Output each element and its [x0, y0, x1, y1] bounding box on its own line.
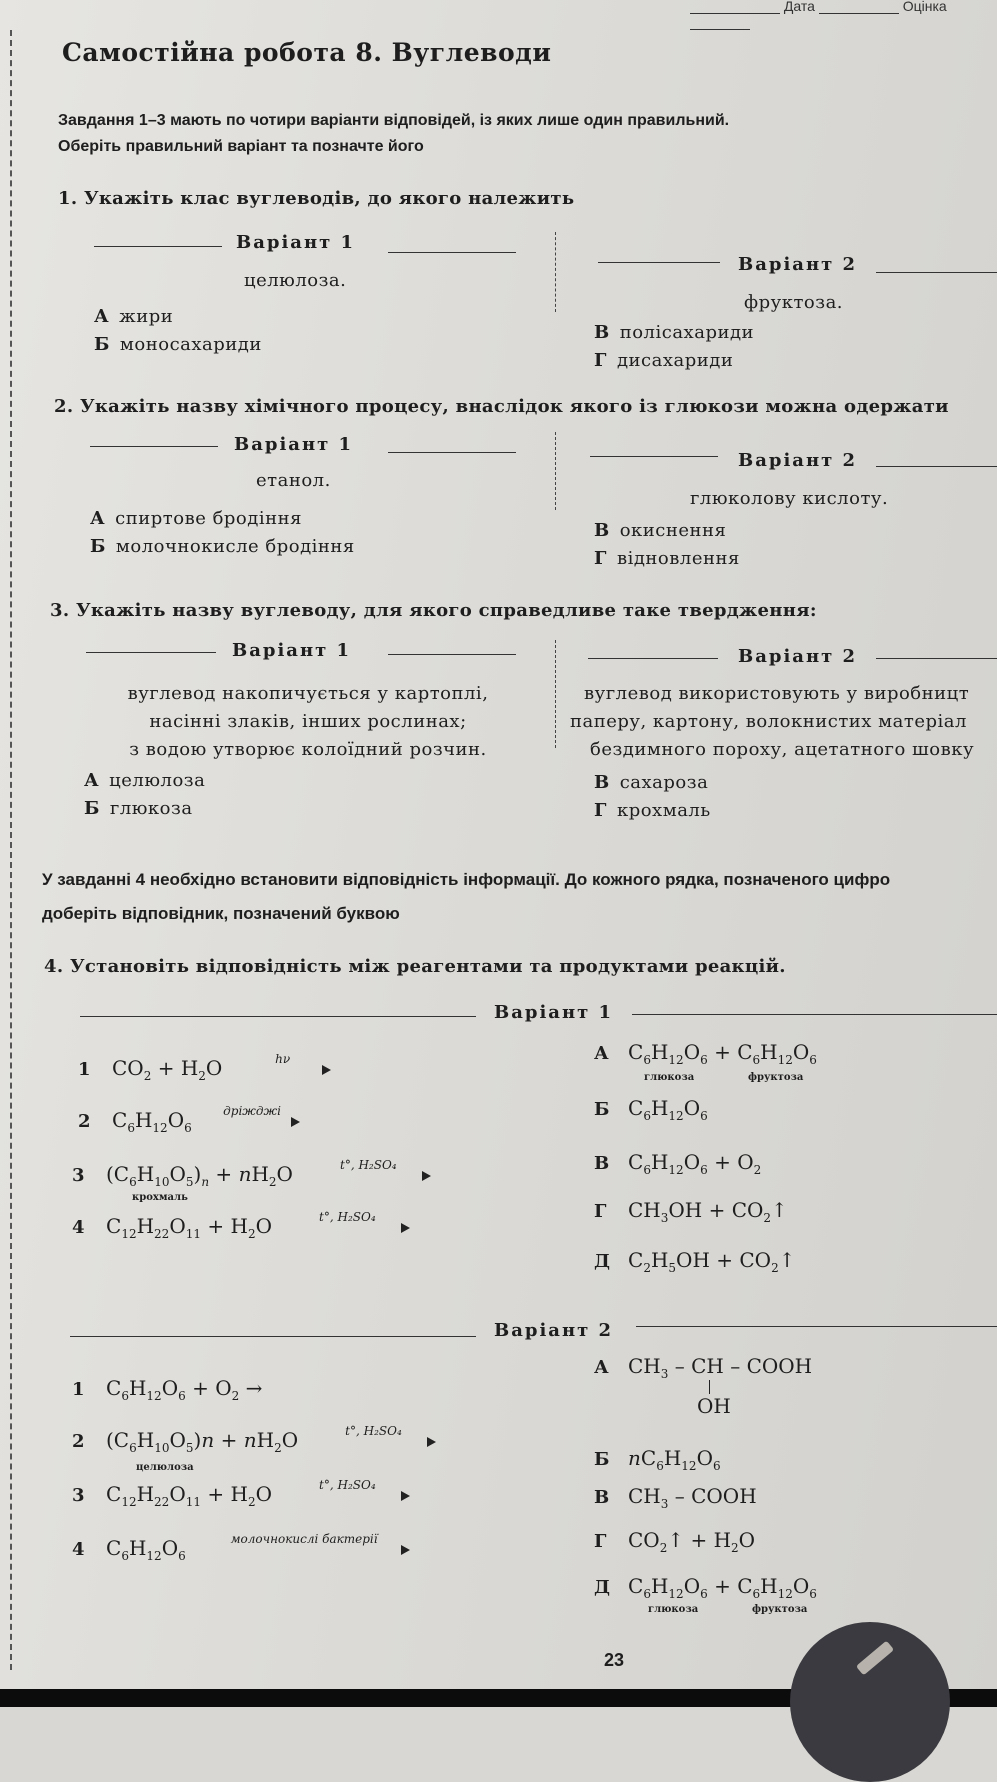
- note-cellulose: целюлоза: [136, 1462, 194, 1473]
- v1-reaction-2: 2 $C_6H_{12}O_6$ дріжджі: [78, 1108, 298, 1135]
- rule: [90, 446, 218, 447]
- v1-product-a-letter: А: [594, 1043, 609, 1064]
- q3-option-v-text: сахароза: [619, 772, 709, 793]
- v2-product-a-letter: А: [594, 1357, 609, 1378]
- q1-option-v-letter: В: [594, 322, 610, 343]
- q4-variant-1-label: Варіант 1: [494, 1002, 614, 1023]
- question-1-text: 1. Укажіть клас вуглеводів, до якого належить: [58, 188, 575, 209]
- question-4-text: 4. Установіть відповідність між реагентами та продуктами реакцій.: [44, 956, 786, 977]
- note-glucose-v2: глюкоза: [648, 1604, 699, 1615]
- cut-line: [10, 30, 12, 1670]
- instructions-line-1: Завдання 1–3 мають по чотири варіанти відповідей, із яких лише один правильний.: [58, 112, 730, 129]
- q1-variant-1-label: Варіант 1: [236, 232, 356, 253]
- q1-variant-2-label: Варіант 2: [738, 254, 858, 275]
- v2-reaction-1: 1 $C_6H_{12}O_6 + O_2$ →: [72, 1376, 263, 1403]
- condition-acid-v1-4: t°, H₂SO₄: [319, 1209, 376, 1224]
- v2-reaction-4: 4 $C_6H_{12}O_6$ молочнокислі бактерії: [72, 1536, 408, 1563]
- q2-option-g[interactable]: [594, 548, 740, 569]
- rule: [636, 1326, 997, 1327]
- q3-v1-line-2: насінні злаків, інших рослинах;: [149, 711, 467, 732]
- v2-reaction-1-number: 1: [72, 1379, 85, 1400]
- page-title: Самостійна робота 8. Вуглеводи: [62, 38, 552, 67]
- rule: [598, 262, 720, 263]
- variant-divider: [555, 640, 556, 748]
- v2-product-b-letter: Б: [594, 1449, 610, 1470]
- condition-hv: hν: [275, 1051, 291, 1066]
- v1-product-v-letter: В: [594, 1153, 610, 1174]
- rule: [70, 1336, 476, 1337]
- rule: [590, 456, 718, 457]
- note-fructose-v2: фруктоза: [752, 1604, 808, 1615]
- v1-reaction-3: 3 $(C_6H_{10}O_5)_n + nH_2O$ t°, H₂SO₄: [72, 1162, 429, 1189]
- q2-option-b-letter: Б: [90, 536, 106, 557]
- q3-v2-line-1: вуглевод використовують у виробницт: [584, 683, 970, 704]
- condition-yeast: дріжджі: [223, 1103, 282, 1118]
- q2-option-a-letter: А: [90, 508, 106, 529]
- v2-reaction-4-number: 4: [72, 1539, 85, 1560]
- q1-v1-item: целюлоза.: [244, 270, 347, 291]
- q3-option-b-text: глюкоза: [109, 798, 193, 819]
- q2-option-g-text: відновлення: [616, 548, 740, 569]
- rule: [588, 658, 718, 659]
- condition-acid-v2-3: t°, H₂SO₄: [319, 1477, 376, 1492]
- q2-variant-2-label: Варіант 2: [738, 450, 858, 471]
- rule: [388, 452, 516, 453]
- rule: [80, 1016, 476, 1017]
- q4-variant-2-label: Варіант 2: [494, 1320, 614, 1341]
- q1-option-g[interactable]: [594, 350, 733, 371]
- date-line: [690, 0, 780, 14]
- v2-product-v-letter: В: [594, 1487, 610, 1508]
- q2-option-v-letter: В: [594, 520, 610, 541]
- condition-acid-v2-2: t°, H₂SO₄: [345, 1423, 402, 1438]
- v2-reaction-3: 3 $C_{12}H_{22}O_{11} + H_2O$ t°, H₂SO₄: [72, 1482, 408, 1509]
- note-glucose-v1: глюкоза: [644, 1072, 695, 1083]
- question-3-text: 3. Укажіть назву вуглеводу, для якого справедливе таке твердження:: [50, 600, 817, 621]
- q2-v2-item: глюколову кислоту.: [690, 488, 889, 509]
- q3-v2-line-3: бездимного пороху, ацетатного шовку: [590, 739, 975, 760]
- q2-v1-item: етанол.: [256, 470, 331, 491]
- v2-product-a-oh: OH: [697, 1394, 731, 1418]
- grade-line: [690, 15, 750, 30]
- q3-option-a[interactable]: [84, 770, 205, 791]
- q3-v2-statement: [570, 680, 997, 764]
- q2-option-v-text: окиснення: [619, 520, 727, 541]
- condition-acid-v1-3: t°, H₂SO₄: [340, 1157, 397, 1172]
- v2-reaction-3-number: 3: [72, 1485, 85, 1506]
- bond-line: [709, 1380, 710, 1394]
- v1-reaction-3-number: 3: [72, 1165, 85, 1186]
- q3-option-g[interactable]: [594, 800, 711, 821]
- v1-reaction-4-number: 4: [72, 1217, 85, 1238]
- q3-v1-line-3: з водою утворює колоїдний розчин.: [129, 739, 487, 760]
- q1-option-a-text: жири: [119, 306, 174, 327]
- q1-option-v[interactable]: [594, 322, 754, 343]
- q1-option-b-letter: Б: [94, 334, 110, 355]
- v1-product-a: А $C_6H_{12}O_6 + C_6H_{12}O_6$: [594, 1040, 817, 1067]
- q1-option-g-text: дисахариди: [616, 350, 734, 371]
- v2-product-a: А $CH_3$ – CH – COOH: [594, 1354, 813, 1381]
- condition-bacteria: молочнокислі бактерії: [230, 1531, 378, 1546]
- question-2-text: 2. Укажіть назву хімічного процесу, внаслідок якого із глюкози можна одержати: [54, 396, 949, 417]
- instructions-4-line-2: доберіть відповідник, позначений буквою: [42, 904, 400, 923]
- variant-divider: [555, 432, 556, 510]
- v1-reaction-1: 1 $CO_2 + H_2O$ hν: [78, 1056, 329, 1083]
- instructions-line-2: Оберіть правильний варіант та позначте його: [58, 138, 424, 155]
- rule: [632, 1014, 997, 1015]
- q3-v2-line-2: паперу, картону, волокнистих матеріал: [570, 711, 967, 732]
- q3-variant-2-label: Варіант 2: [738, 646, 858, 667]
- q1-option-a[interactable]: [94, 306, 173, 327]
- rule: [876, 272, 997, 273]
- header-fields: [690, 0, 997, 30]
- v1-product-g-letter: Г: [594, 1201, 607, 1222]
- v1-reaction-1-number: 1: [78, 1059, 91, 1080]
- q2-option-b[interactable]: [90, 536, 355, 557]
- q1-option-b[interactable]: [94, 334, 262, 355]
- q3-option-a-letter: А: [84, 770, 100, 791]
- q3-v1-statement: [88, 680, 528, 764]
- grade-line-pre: [819, 0, 899, 14]
- q3-option-b-letter: Б: [84, 798, 100, 819]
- q3-option-g-letter: Г: [594, 800, 607, 821]
- note-fructose-v1: фруктоза: [748, 1072, 804, 1083]
- q1-option-b-text: моносахариди: [119, 334, 262, 355]
- v2-product-g: Г $CO_2↑ + H_2O$: [594, 1528, 756, 1555]
- v1-product-d: Д $C_2H_5OH$ + $CO_2↑$: [594, 1248, 796, 1275]
- q2-option-b-text: молочнокисле бродіння: [115, 536, 355, 557]
- q3-option-g-text: крохмаль: [616, 800, 711, 821]
- v2-product-g-letter: Г: [594, 1531, 607, 1552]
- q2-option-a[interactable]: [90, 508, 302, 529]
- q1-v2-item: фруктоза.: [744, 292, 844, 313]
- variant-divider: [555, 232, 556, 312]
- grade-label: Оцінка: [902, 0, 947, 14]
- instructions-4-line-1: У завданні 4 необхідно встановити відповідність інформації. До кожного рядка, позначеного цифро: [42, 870, 891, 889]
- v1-reaction-2-number: 2: [78, 1111, 91, 1132]
- q3-option-v[interactable]: [594, 772, 708, 793]
- q2-option-a-text: спиртове бродіння: [115, 508, 302, 529]
- date-label: Дата: [783, 0, 815, 14]
- rule: [94, 246, 222, 247]
- rule: [876, 658, 997, 659]
- note-starch: крохмаль: [132, 1192, 188, 1203]
- q3-variant-1-label: Варіант 1: [232, 640, 352, 661]
- rule: [876, 466, 997, 467]
- v1-product-v: В $C_6H_{12}O_6 + O_2$: [594, 1150, 762, 1177]
- q1-option-g-letter: Г: [594, 350, 607, 371]
- page-number: 23: [604, 1650, 625, 1670]
- v2-product-b: Б $nC_6H_{12}O_6$: [594, 1446, 721, 1473]
- v2-product-d: Д $C_6H_{12}O_6 + C_6H_{12}O_6$: [594, 1574, 817, 1601]
- rule: [388, 654, 516, 655]
- v2-reaction-2: 2 $(C_6H_{10}O_5)n + nH_2O$ t°, H₂SO₄: [72, 1428, 434, 1455]
- v2-product-d-letter: Д: [594, 1577, 611, 1598]
- q3-option-b[interactable]: [84, 798, 193, 819]
- q1-option-v-text: полісахариди: [619, 322, 755, 343]
- q2-variant-1-label: Варіант 1: [234, 434, 354, 455]
- q3-option-a-text: целюлоза: [109, 770, 206, 791]
- edit-button[interactable]: [790, 1622, 950, 1782]
- q1-option-a-letter: А: [94, 306, 110, 327]
- q2-option-v[interactable]: [594, 520, 726, 541]
- v2-reaction-2-number: 2: [72, 1431, 85, 1452]
- q3-v1-line-1: вуглевод накопичується у картоплі,: [127, 683, 489, 704]
- q2-option-g-letter: Г: [594, 548, 607, 569]
- rule: [388, 252, 516, 253]
- v1-product-g: Г $CH_3OH$ + $CO_2↑$: [594, 1198, 788, 1225]
- v1-product-d-letter: Д: [594, 1251, 611, 1272]
- rule: [86, 652, 216, 653]
- v1-product-b-letter: Б: [594, 1099, 610, 1120]
- q3-option-v-letter: В: [594, 772, 610, 793]
- v2-product-v: В $CH_3$ – COOH: [594, 1484, 757, 1511]
- v1-product-b: Б $C_6H_{12}O_6$: [594, 1096, 708, 1123]
- v1-reaction-4: 4 $C_{12}H_{22}O_{11} + H_2O$ t°, H₂SO₄: [72, 1214, 408, 1241]
